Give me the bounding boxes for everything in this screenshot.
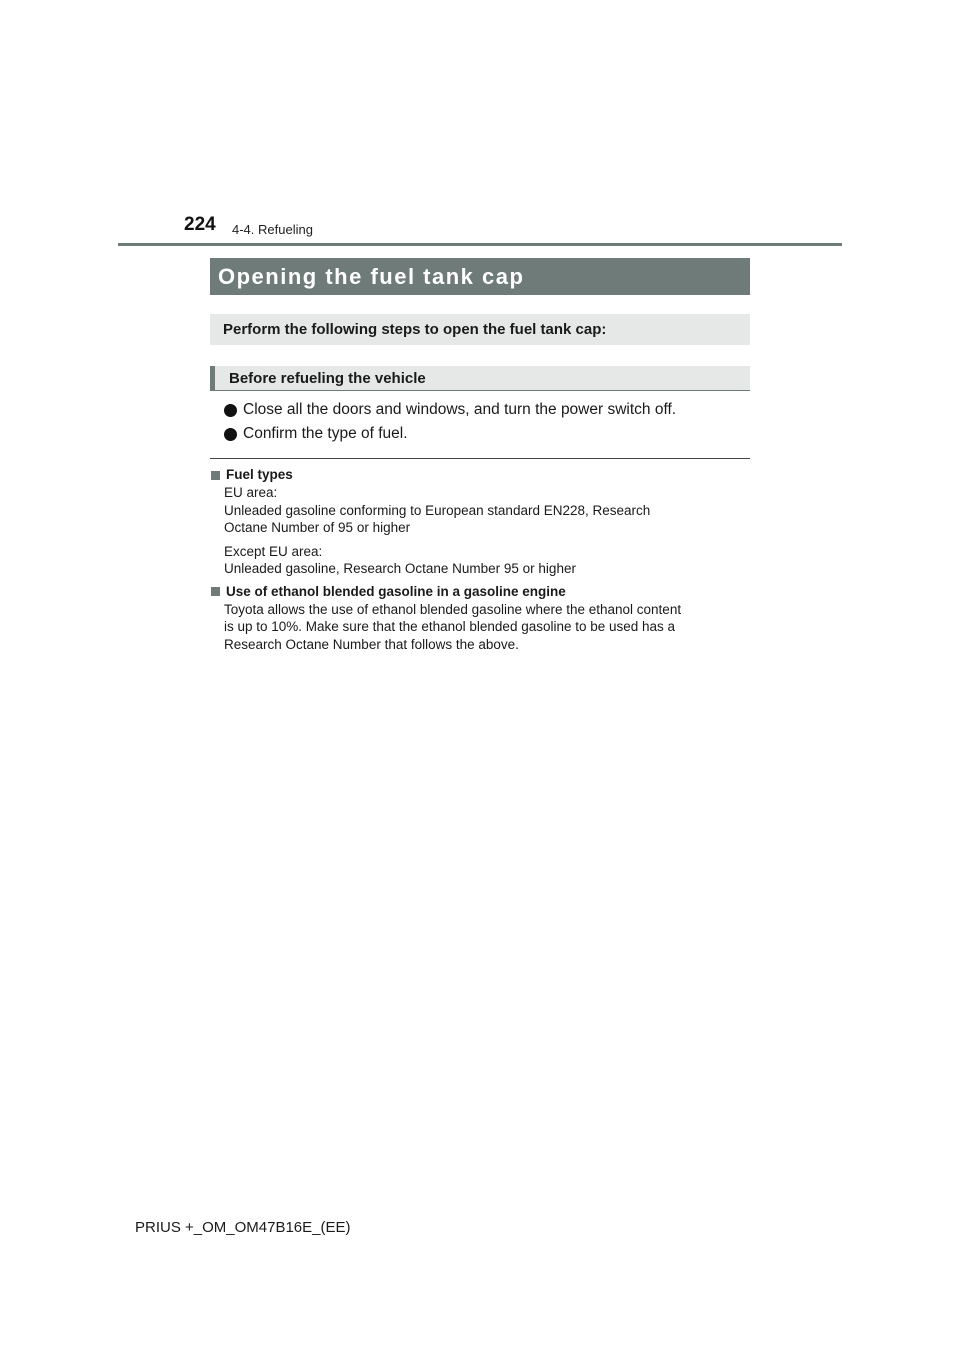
- section-divider: [210, 458, 750, 459]
- title-bar: [210, 258, 750, 295]
- note-heading-text: Fuel types: [226, 467, 293, 483]
- list-item: [224, 422, 750, 446]
- bullet-dot-icon: [224, 428, 237, 441]
- non-eu-area-text: Unleaded gasoline, Research Octane Number 95 or higher: [224, 561, 576, 576]
- intro-box: [210, 314, 750, 345]
- eu-area-label: EU area:: [224, 485, 278, 500]
- ethanol-text-line: Toyota allows the use of ethanol blended gasoline where the ethanol content: [224, 601, 682, 617]
- subheading: Before refueling the vehicle: [229, 370, 426, 387]
- ethanol-text-line: Research Octane Number that follows the above.: [224, 636, 519, 652]
- note-heading-ethanol: [210, 583, 745, 601]
- note-body-fuel-types: [210, 484, 745, 578]
- header-divider: [118, 243, 842, 246]
- list-item: [224, 398, 750, 422]
- footer-document-code: PRIUS +_OM_OM47B16E_(EE): [135, 1219, 351, 1236]
- intro-text: Perform the following steps to open the fuel tank cap:: [223, 321, 607, 338]
- square-bullet-icon: [211, 587, 220, 596]
- non-eu-area-label: Except EU area:: [224, 543, 323, 559]
- eu-area-text-line: Unleaded gasoline conforming to European standard EN228, Research: [224, 502, 651, 518]
- note-heading-fuel-types: [210, 466, 745, 484]
- page-title: Opening the fuel tank cap: [218, 264, 525, 289]
- section-label: 4-4. Refueling: [232, 222, 313, 237]
- page-number: 224: [184, 214, 216, 235]
- bullet-text: Close all the doors and windows, and turn the power switch off.: [243, 401, 677, 418]
- bullet-text: Confirm the type of fuel.: [243, 425, 408, 442]
- bullet-list: [224, 398, 750, 446]
- notes-section: [210, 466, 745, 653]
- note-heading-text: Use of ethanol blended gasoline in a gasoline engine: [226, 583, 566, 599]
- ethanol-text-line: is up to 10%. Make sure that the ethanol blended gasoline to be used has a: [224, 619, 676, 634]
- note-body-ethanol: [210, 601, 745, 654]
- eu-area-text-line: Octane Number of 95 or higher: [224, 520, 411, 535]
- subheading-bar: [210, 366, 750, 391]
- square-bullet-icon: [211, 471, 220, 480]
- bullet-dot-icon: [224, 404, 237, 417]
